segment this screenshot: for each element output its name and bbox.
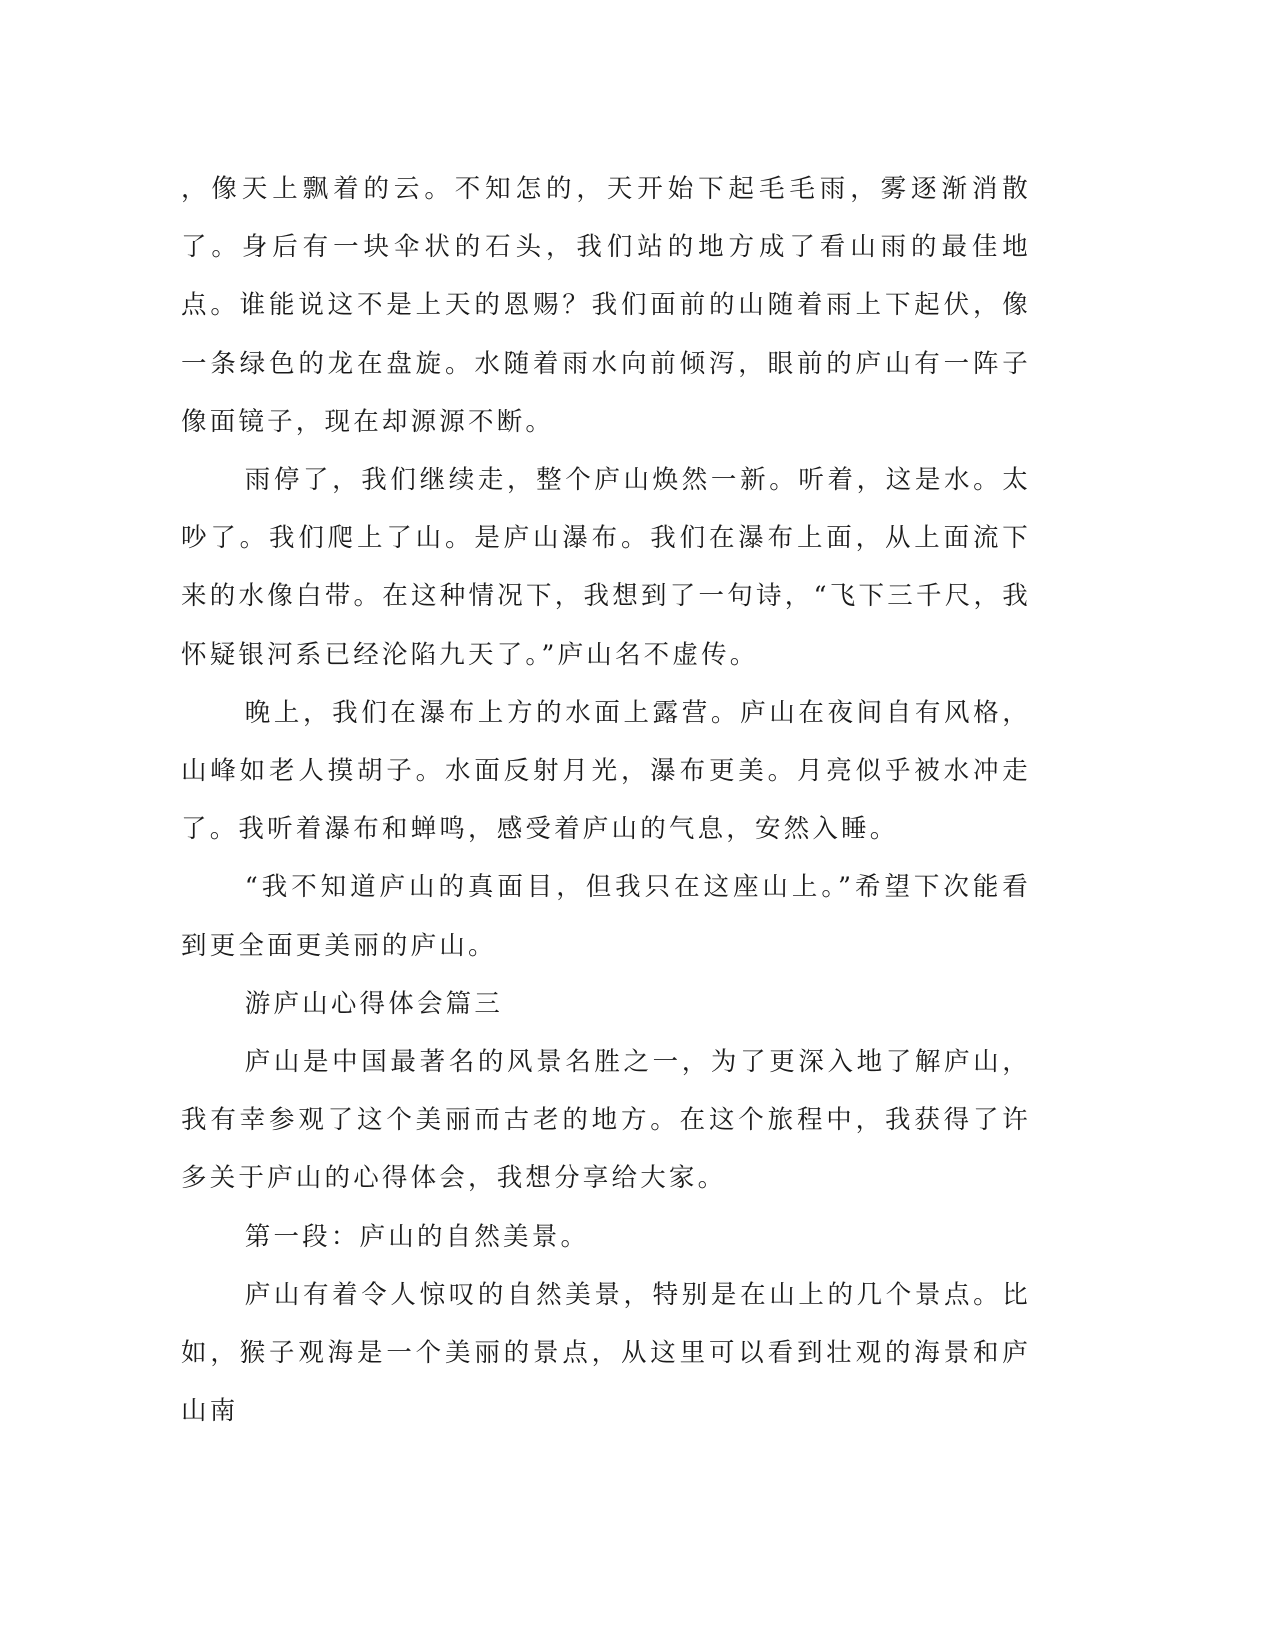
paragraph-waterfall: 雨停了，我们继续走，整个庐山焕然一新。听着，这是水。太吵了。我们爬上了山。是庐山瀑布。我们在瀑布上面，从上面流下来的水像白带。在这种情况下，我想到了一句诗，“飞下三千尺，我怀疑银河系已经沦陷九天了。”庐山名不虚传。 [181,465,1031,670]
subsection-heading: 第一段：庐山的自然美景。 [244,1221,590,1252]
paragraph-clouds-rain: ，像天上飘着的云。不知怎的，天开始下起毛毛雨，雾逐渐消散了。身后有一块伞状的石头，我们站的地方成了看山雨的最佳地点。谁能说这不是上天的恩赐？我们面前的山随着雨上下起伏，像一条绿色的龙在盘旋。水随着雨水向前倾泻，眼前的庐山有一阵子像面镜子，现在却源源不断。 [181,174,1031,437]
paragraph-natural-scenery: 庐山有着令人惊叹的自然美景，特别是在山上的几个景点。比如，猴子观海是一个美丽的景点，从这里可以看到壮观的海景和庐山南 [181,1279,1031,1427]
paragraph-night-camping: 晚上，我们在瀑布上方的水面上露营。庐山在夜间自有风格，山峰如老人摸胡子。水面反射月光，瀑布更美。月亮似乎被水冲走了。我听着瀑布和蝉鸣，感受着庐山的气息，安然入睡。 [181,697,1031,845]
document-body [181,160,1031,1440]
section-heading: 游庐山心得体会篇三 [244,988,504,1019]
paragraph-introduction: 庐山是中国最著名的风景名胜之一，为了更深入地了解庐山，我有幸参观了这个美丽而古老的地方。在这个旅程中，我获得了许多关于庐山的心得体会，我想分享给大家。 [181,1047,1031,1194]
paragraph-closing-quote: “我不知道庐山的真面目，但我只在这座山上。”希望下次能看到更全面更美丽的庐山。 [181,872,1031,961]
